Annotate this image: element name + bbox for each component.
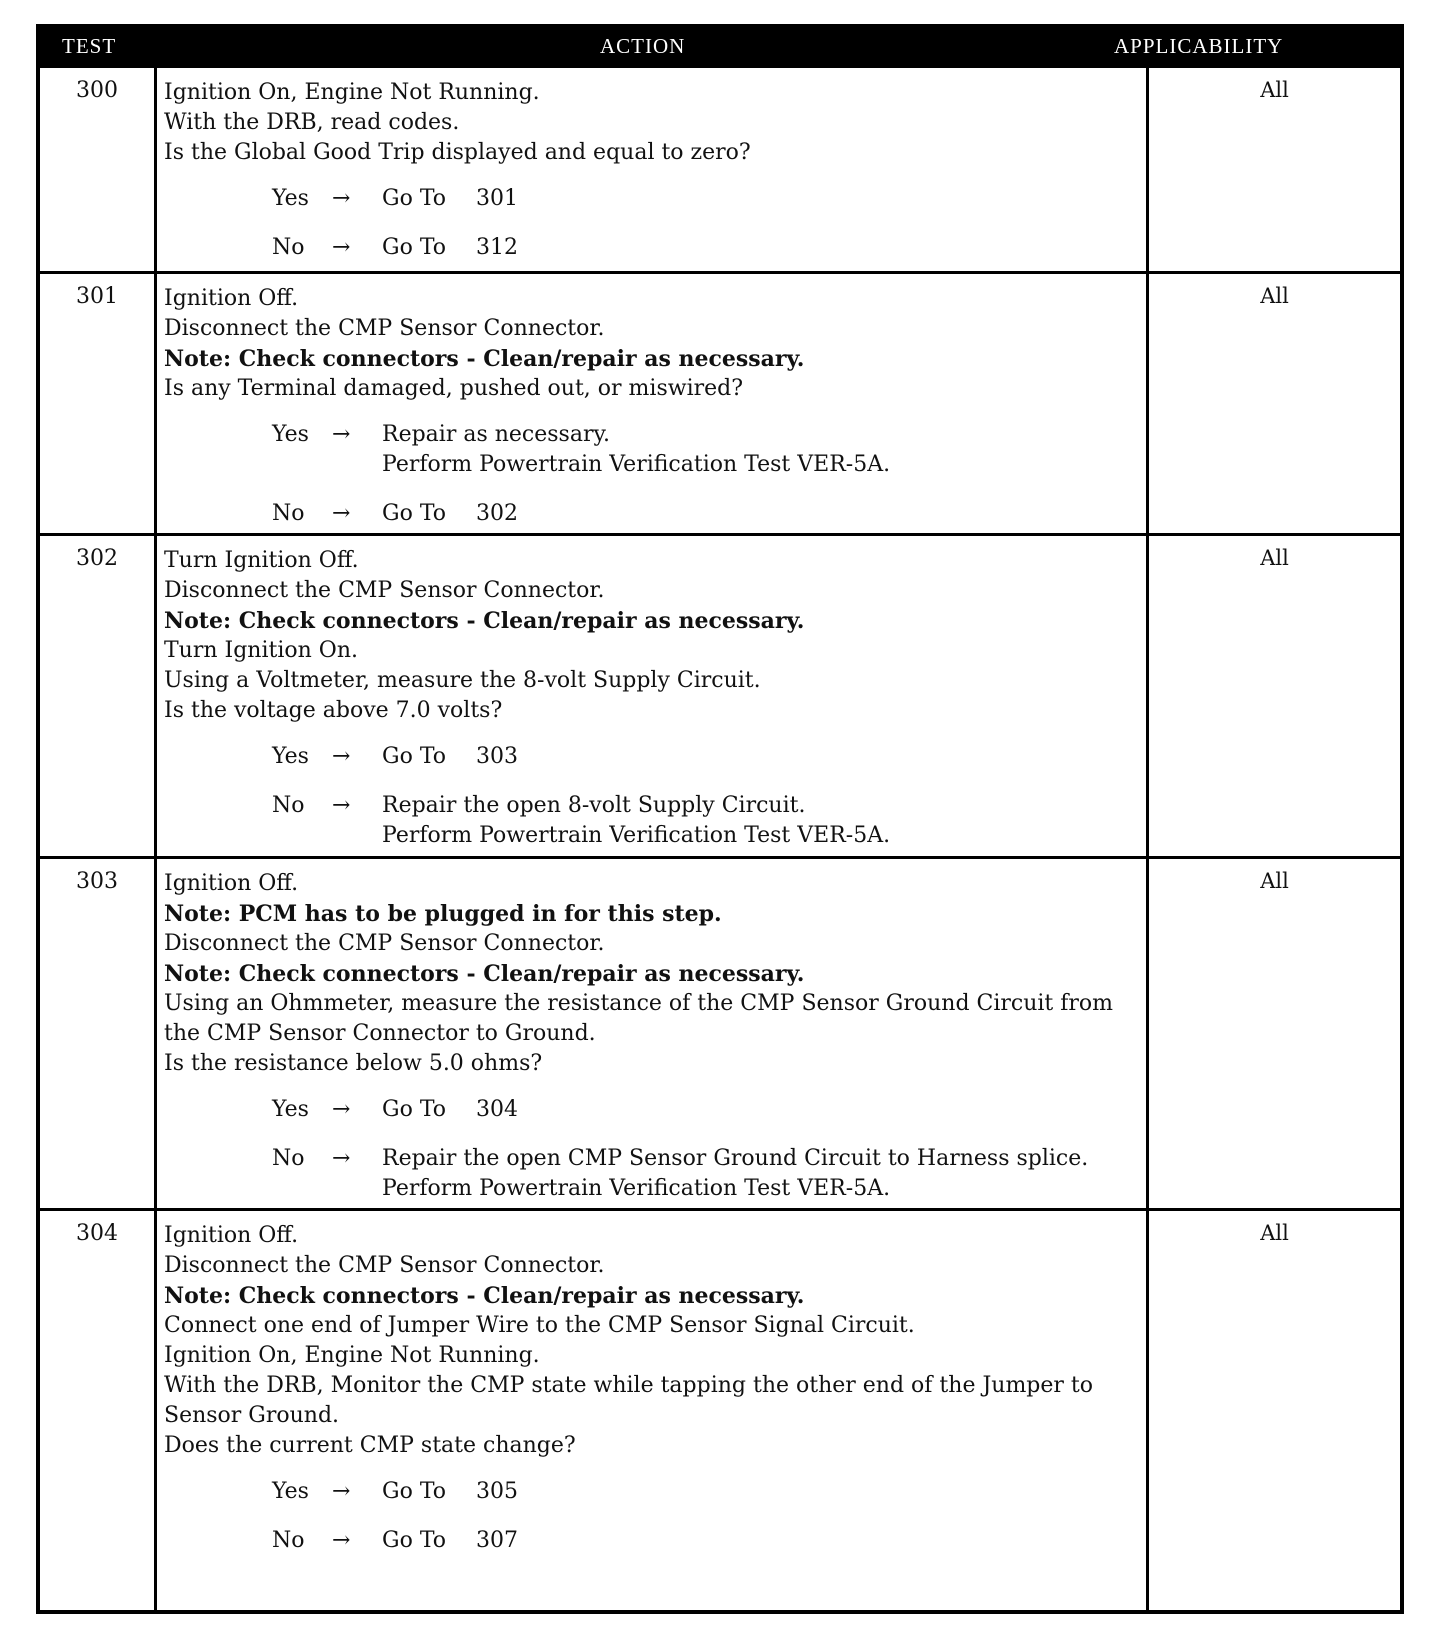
no-answer: [164, 1144, 1144, 1204]
action-line: With the DRB, Monitor the CMP state while tapping the other end of the Jumper to: [164, 1373, 1094, 1398]
action-line: Using a Voltmeter, measure the 8-volt Supply Circuit.: [164, 668, 761, 693]
action-line: the CMP Sensor Connector to Ground.: [164, 1021, 596, 1046]
arrow-icon: →: [332, 793, 351, 818]
goto-text: Go To: [382, 1479, 447, 1504]
arrow-icon: →: [332, 744, 351, 769]
goto-target: 304: [476, 1097, 518, 1122]
applicability-value: All: [1260, 869, 1289, 893]
test-number: 302: [76, 546, 118, 571]
action-line: Disconnect the CMP Sensor Connector.: [164, 578, 605, 603]
action-line: Is the voltage above 7.0 volts?: [164, 698, 503, 723]
yes-answer: [164, 420, 1144, 480]
answer-block: [164, 742, 1144, 851]
note-line: Note: Check connectors - Clean/repair as necessary.: [164, 608, 805, 634]
action-cell: [164, 78, 1144, 282]
note-line: Note: Check connectors - Clean/repair as necessary.: [164, 1283, 805, 1309]
test-number: 301: [76, 284, 118, 309]
yes-result: [382, 742, 518, 772]
table-row-303: [40, 856, 1400, 1208]
action-cell: [164, 1221, 1144, 1575]
no-label: No: [272, 793, 305, 818]
no-label: No: [272, 235, 305, 260]
result-line: Repair as necessary.: [382, 422, 610, 447]
arrow-icon: →: [332, 235, 351, 260]
goto-text: Go To: [382, 744, 447, 769]
header-applicability: APPLICABILITY: [1114, 34, 1284, 58]
action-line: Connect one end of Jumper Wire to the CMP Sensor Signal Circuit.: [164, 1313, 915, 1338]
goto-target: 301: [476, 186, 518, 211]
answer-block: [164, 1095, 1144, 1204]
no-result: [382, 1144, 1088, 1204]
action-line: Ignition On, Engine Not Running.: [164, 1343, 540, 1368]
test-number: 300: [76, 78, 118, 103]
action-line: Ignition Off.: [164, 871, 299, 896]
action-line: Is the resistance below 5.0 ohms?: [164, 1051, 543, 1076]
no-answer: [164, 1526, 1144, 1556]
note-line: Note: Check connectors - Clean/repair as necessary.: [164, 346, 805, 372]
result-line: Repair the open CMP Sensor Ground Circuit to Harness splice.: [382, 1146, 1089, 1171]
yes-label: Yes: [272, 422, 309, 447]
yes-answer: [164, 742, 1144, 772]
goto-target: 312: [476, 235, 518, 260]
arrow-icon: →: [332, 422, 351, 447]
goto-target: 302: [476, 501, 518, 526]
table-row-301: [40, 271, 1400, 533]
no-label: No: [272, 501, 305, 526]
no-result: [382, 233, 518, 263]
arrow-icon: →: [332, 1528, 351, 1553]
table-row-304: [40, 1208, 1400, 1610]
yes-label: Yes: [272, 744, 309, 769]
yes-answer: [164, 1095, 1144, 1125]
action-line: With the DRB, read codes.: [164, 110, 460, 135]
action-line: Disconnect the CMP Sensor Connector.: [164, 316, 605, 341]
action-line: Does the current CMP state change?: [164, 1433, 576, 1458]
action-line: Turn Ignition On.: [164, 638, 358, 663]
action-line: Disconnect the CMP Sensor Connector.: [164, 931, 605, 956]
yes-result: [382, 1477, 518, 1507]
note-line: Note: PCM has to be plugged in for this step.: [164, 901, 722, 927]
column-divider: [1146, 68, 1149, 1610]
yes-label: Yes: [272, 1097, 309, 1122]
header-action: ACTION: [600, 34, 686, 58]
goto-text: Go To: [382, 1097, 447, 1122]
table-header: [40, 28, 1400, 68]
applicability-value: All: [1260, 546, 1289, 570]
result-line: Perform Powertrain Verification Test VER-5A.: [382, 1176, 891, 1201]
yes-result: [382, 1095, 518, 1125]
diagnostic-table: [36, 24, 1404, 1614]
action-line: Ignition Off.: [164, 286, 299, 311]
column-divider: [154, 68, 157, 1610]
goto-text: Go To: [382, 1528, 447, 1553]
table-row-302: [40, 533, 1400, 856]
yes-result: [382, 184, 518, 214]
no-result: [382, 791, 890, 851]
action-cell: [164, 284, 1144, 548]
yes-answer: [164, 1477, 1144, 1507]
answer-block: [164, 420, 1144, 529]
header-test: TEST: [62, 34, 117, 58]
yes-label: Yes: [272, 186, 309, 211]
test-number: 303: [76, 869, 118, 894]
action-cell: [164, 546, 1144, 870]
action-line: Ignition Off.: [164, 1223, 299, 1248]
yes-label: Yes: [272, 1479, 309, 1504]
arrow-icon: →: [332, 186, 351, 211]
goto-target: 307: [476, 1528, 518, 1553]
goto-target: 303: [476, 744, 518, 769]
arrow-icon: →: [332, 1146, 351, 1171]
result-line: Repair the open 8-volt Supply Circuit.: [382, 793, 806, 818]
no-answer: [164, 233, 1144, 263]
table-row-300: [40, 68, 1400, 271]
action-line: Sensor Ground.: [164, 1403, 340, 1428]
goto-target: 305: [476, 1479, 518, 1504]
answer-block: [164, 184, 1144, 263]
no-result: [382, 499, 518, 529]
yes-answer: [164, 184, 1144, 214]
test-number: 304: [76, 1221, 118, 1246]
goto-text: Go To: [382, 186, 447, 211]
note-line: Note: Check connectors - Clean/repair as necessary.: [164, 961, 805, 987]
answer-block: [164, 1477, 1144, 1556]
arrow-icon: →: [332, 1479, 351, 1504]
goto-text: Go To: [382, 501, 447, 526]
applicability-value: All: [1260, 1221, 1289, 1245]
applicability-value: All: [1260, 78, 1289, 102]
goto-text: Go To: [382, 235, 447, 260]
result-line: Perform Powertrain Verification Test VER-5A.: [382, 823, 891, 848]
action-line: Disconnect the CMP Sensor Connector.: [164, 1253, 605, 1278]
action-line: Is any Terminal damaged, pushed out, or miswired?: [164, 376, 744, 401]
result-line: Perform Powertrain Verification Test VER-5A.: [382, 452, 891, 477]
no-label: No: [272, 1146, 305, 1171]
no-result: [382, 1526, 518, 1556]
action-line: Ignition On, Engine Not Running.: [164, 80, 540, 105]
applicability-value: All: [1260, 284, 1289, 308]
arrow-icon: →: [332, 501, 351, 526]
no-answer: [164, 499, 1144, 529]
action-line: Turn Ignition Off.: [164, 548, 359, 573]
arrow-icon: →: [332, 1097, 351, 1122]
action-line: Using an Ohmmeter, measure the resistance of the CMP Sensor Ground Circuit from: [164, 991, 1114, 1016]
action-cell: [164, 869, 1144, 1223]
no-answer: [164, 791, 1144, 851]
yes-result: [382, 420, 890, 480]
action-line: Is the Global Good Trip displayed and equal to zero?: [164, 140, 751, 165]
no-label: No: [272, 1528, 305, 1553]
